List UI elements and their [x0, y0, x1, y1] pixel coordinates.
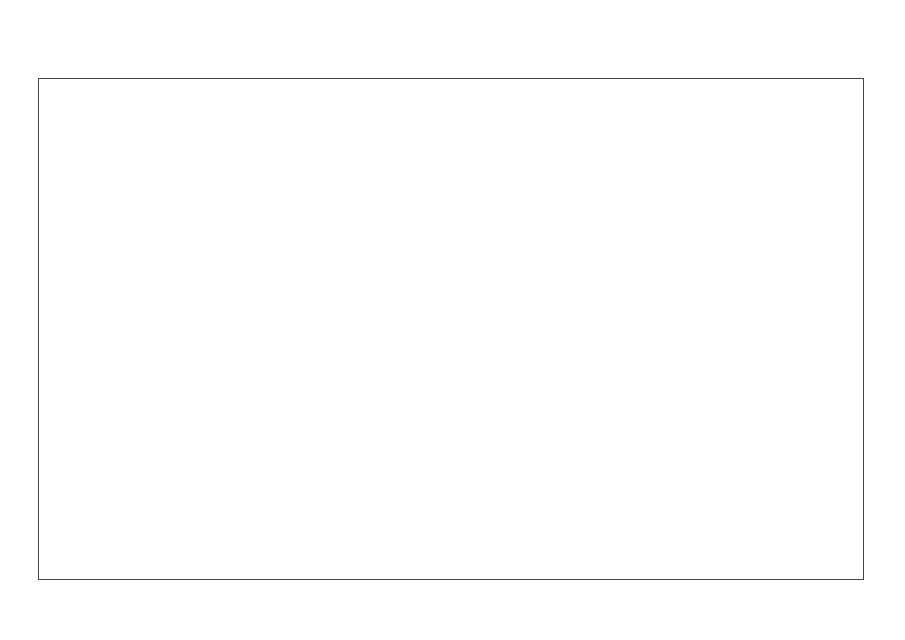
table-frame	[38, 78, 864, 580]
